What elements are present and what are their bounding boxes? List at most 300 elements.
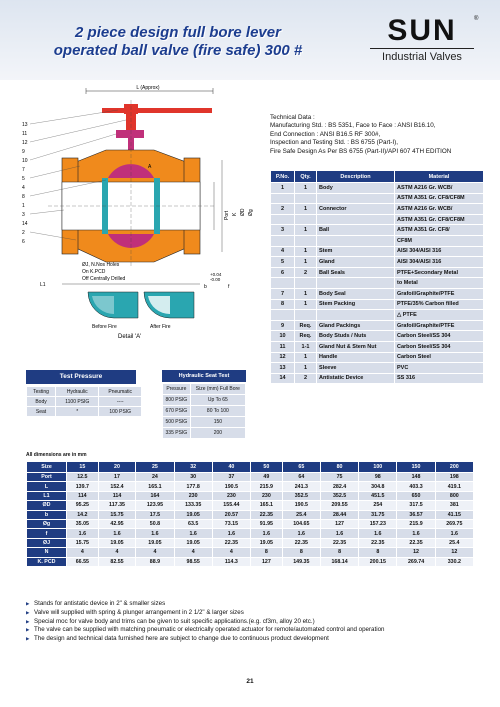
note-item: ▶ The valve can be supplied with matching pneumatic or electrically operated actuator for remote/automated control and operation bbox=[26, 626, 486, 635]
table-cell: 1.6 bbox=[435, 529, 473, 538]
table-cell: 19.05 bbox=[174, 510, 212, 519]
table-cell: 24 bbox=[136, 473, 174, 482]
table-cell: 73.15 bbox=[212, 519, 250, 528]
table-cell: 500 PSIG bbox=[163, 417, 191, 428]
table-cell: Req. bbox=[295, 320, 317, 331]
tolerance-plus: +0.04 bbox=[210, 272, 222, 277]
table-cell: 4 bbox=[271, 246, 295, 257]
table-cell: 22.35 bbox=[282, 538, 320, 547]
table-cell: 123.95 bbox=[136, 501, 174, 510]
table-row bbox=[271, 246, 484, 257]
table-row bbox=[271, 257, 484, 268]
table-row bbox=[27, 548, 474, 557]
table-cell: 64 bbox=[282, 473, 320, 482]
holes-note-line-2: On K.PCD bbox=[82, 269, 106, 275]
table-cell: Carbon Steel/SS 304 bbox=[395, 331, 484, 342]
table-cell: 15.75 bbox=[67, 538, 99, 547]
table-cell: ASTM A351 Gr. CF8/CF8M bbox=[395, 214, 484, 225]
table-cell: 335 PSIG bbox=[163, 428, 191, 439]
dimension-row-label: N bbox=[27, 548, 67, 557]
dimension-row-label: f bbox=[27, 529, 67, 538]
table-cell: 139.7 bbox=[67, 482, 99, 491]
table-row bbox=[271, 183, 484, 194]
table-row bbox=[27, 519, 474, 528]
table-cell: Seat bbox=[27, 407, 56, 417]
table-cell: 80 To 100 bbox=[190, 406, 245, 417]
table-cell bbox=[295, 193, 317, 204]
table-cell: 8 bbox=[271, 299, 295, 310]
callout-number: 11 bbox=[22, 131, 28, 137]
table-cell: 1.6 bbox=[136, 529, 174, 538]
dimension-row-label: ØJ bbox=[27, 538, 67, 547]
table-cell: 91.95 bbox=[251, 519, 283, 528]
table-row bbox=[27, 482, 474, 491]
table-row bbox=[27, 510, 474, 519]
table-cell: Gland Nut & Stem Nut bbox=[317, 341, 395, 352]
table-cell: 1.6 bbox=[251, 529, 283, 538]
table-cell: 12 bbox=[397, 548, 435, 557]
table-cell: 22.35 bbox=[212, 538, 250, 547]
dimension-row-label: Port bbox=[27, 473, 67, 482]
table-cell: 50.8 bbox=[136, 519, 174, 528]
test-pressure-table bbox=[26, 386, 142, 417]
table-row bbox=[27, 557, 474, 566]
table-cell: 15.75 bbox=[98, 510, 136, 519]
table-row bbox=[271, 352, 484, 363]
table-cell: Req. bbox=[295, 331, 317, 342]
table-cell: Body bbox=[27, 397, 56, 407]
table-cell: Handle bbox=[317, 352, 395, 363]
table-cell: 6 bbox=[271, 267, 295, 278]
table-cell: 1100 PSIG bbox=[56, 397, 99, 407]
table-cell: 19.05 bbox=[251, 538, 283, 547]
table-row bbox=[271, 267, 484, 278]
table-cell bbox=[271, 310, 295, 321]
table-cell: 35.05 bbox=[67, 519, 99, 528]
parts-table bbox=[270, 170, 484, 384]
table-cell bbox=[317, 193, 395, 204]
table-cell bbox=[295, 235, 317, 246]
table-row bbox=[27, 529, 474, 538]
table-cell: 2 bbox=[271, 204, 295, 215]
table-cell: 165.1 bbox=[251, 501, 283, 510]
table-row bbox=[27, 473, 474, 482]
table-cell: 4 bbox=[67, 548, 99, 557]
table-cell: 5 bbox=[271, 257, 295, 268]
table-cell: 9 bbox=[271, 320, 295, 331]
table-row bbox=[163, 428, 246, 439]
table-row bbox=[271, 341, 484, 352]
table-cell: 13 bbox=[271, 363, 295, 374]
table-row bbox=[271, 193, 484, 204]
table-cell: Gland bbox=[317, 257, 395, 268]
callout-number: 3 bbox=[22, 212, 25, 218]
table-row bbox=[271, 299, 484, 310]
table-cell: 14.2 bbox=[67, 510, 99, 519]
table-cell: 8 bbox=[282, 548, 320, 557]
table-cell: ASTM A351 Gr. CF8/ bbox=[395, 225, 484, 236]
table-cell: 190.5 bbox=[212, 482, 250, 491]
table-cell: 317.5 bbox=[397, 501, 435, 510]
table-cell: 670 PSIG bbox=[163, 406, 191, 417]
table-cell: 2 bbox=[295, 373, 317, 384]
holes-note-line-1: ØJ, N.Nos Holes bbox=[82, 262, 120, 268]
valve-cross-section-drawing bbox=[18, 80, 266, 350]
table-cell: 230 bbox=[174, 491, 212, 500]
table-cell: 1 bbox=[295, 257, 317, 268]
table-cell: Carbon Steel bbox=[395, 352, 484, 363]
table-row bbox=[27, 407, 142, 417]
table-cell: 95.25 bbox=[67, 501, 99, 510]
table-row bbox=[271, 214, 484, 225]
table-row bbox=[27, 501, 474, 510]
test-pressure-header: Pneumatic bbox=[99, 387, 142, 397]
table-cell: 1.6 bbox=[212, 529, 250, 538]
table-cell: 352.5 bbox=[320, 491, 358, 500]
table-cell: 10 bbox=[271, 331, 295, 342]
table-cell bbox=[317, 214, 395, 225]
note-item: ▶ Special moc for valve body and trims can be given to suit specific applications.(e.g. cf3m, alloy 20 etc.) bbox=[26, 618, 486, 627]
page-title-line-1: 2 piece design full bore lever bbox=[75, 24, 281, 41]
detail-a-label: Detail 'A' bbox=[118, 334, 142, 340]
holes-note-line-3: Off Centrally Drilled bbox=[82, 276, 126, 282]
table-cell bbox=[317, 310, 395, 321]
technical-data-line: End Connection : ANSI B16.5 RF 300#, bbox=[270, 130, 381, 138]
table-cell: 65 bbox=[282, 462, 320, 473]
table-cell: 451.5 bbox=[359, 491, 397, 500]
dimension-row-label: Size bbox=[27, 462, 67, 473]
registered-mark: ® bbox=[474, 16, 479, 22]
table-cell: 800 bbox=[435, 491, 473, 500]
table-cell: Stem bbox=[317, 246, 395, 257]
dimension-row-label: b bbox=[27, 510, 67, 519]
table-cell: 117.35 bbox=[98, 501, 136, 510]
table-cell: Sleeve bbox=[317, 363, 395, 374]
table-cell: 352.5 bbox=[282, 491, 320, 500]
table-cell: 98 bbox=[359, 473, 397, 482]
table-cell: ASTM A216 Gr. WCB/ bbox=[395, 183, 484, 194]
table-cell: 22.35 bbox=[320, 538, 358, 547]
table-cell: 31.75 bbox=[359, 510, 397, 519]
table-cell: 19.05 bbox=[136, 538, 174, 547]
table-cell: 100 PSIG bbox=[99, 407, 142, 417]
dimension-row-label: ØD bbox=[27, 501, 67, 510]
seat-test-header: Pressure bbox=[163, 384, 191, 395]
table-cell: Antistatic Device bbox=[317, 373, 395, 384]
table-row bbox=[271, 373, 484, 384]
table-cell: 12 bbox=[435, 548, 473, 557]
note-item: ▶ The design and technical data furnished here are subject to change due to continuous product development bbox=[26, 635, 486, 644]
table-cell: Gland Packings bbox=[317, 320, 395, 331]
table-cell: 241.3 bbox=[282, 482, 320, 491]
test-pressure-title: Test Pressure bbox=[26, 370, 136, 384]
table-cell: 200 bbox=[190, 428, 245, 439]
table-cell: 1.6 bbox=[397, 529, 435, 538]
table-cell: 12.5 bbox=[67, 473, 99, 482]
table-cell: 157.23 bbox=[359, 519, 397, 528]
od-label: ØD bbox=[240, 208, 246, 216]
test-pressure-header: Testing bbox=[27, 387, 56, 397]
table-cell bbox=[295, 310, 317, 321]
table-cell: to Metal bbox=[395, 278, 484, 289]
table-cell: 269.75 bbox=[435, 519, 473, 528]
tolerance-minus: -0.00 bbox=[210, 277, 221, 282]
technical-data bbox=[270, 114, 498, 156]
table-cell: 11 bbox=[271, 341, 295, 352]
table-row bbox=[27, 397, 142, 407]
table-cell: 209.55 bbox=[320, 501, 358, 510]
table-cell: 3 bbox=[271, 225, 295, 236]
table-cell: * bbox=[56, 407, 99, 417]
table-cell: 1.6 bbox=[174, 529, 212, 538]
table-row bbox=[271, 331, 484, 342]
callout-number: 4 bbox=[22, 185, 25, 191]
after-fire-label: After Fire bbox=[150, 324, 171, 330]
table-cell: 8 bbox=[359, 548, 397, 557]
table-cell: 42.95 bbox=[98, 519, 136, 528]
table-cell: 19.05 bbox=[174, 538, 212, 547]
table-cell: 7 bbox=[271, 288, 295, 299]
logo-brand-text: SUN bbox=[387, 14, 457, 47]
notes-list bbox=[26, 600, 486, 644]
table-cell: 4 bbox=[174, 548, 212, 557]
table-cell: 149.35 bbox=[282, 557, 320, 566]
table-cell: 82.55 bbox=[98, 557, 136, 566]
table-cell: PVC bbox=[395, 363, 484, 374]
table-cell: 282.4 bbox=[320, 482, 358, 491]
table-cell: Carbon Steel/SS 304 bbox=[395, 341, 484, 352]
table-row bbox=[163, 395, 246, 406]
table-cell: 66.55 bbox=[67, 557, 99, 566]
table-row bbox=[163, 417, 246, 428]
table-cell: ASTM A216 Gr. WCB/ bbox=[395, 204, 484, 215]
dimensions-table bbox=[26, 461, 474, 567]
parts-header-material: Material bbox=[395, 171, 484, 183]
table-cell: 80 bbox=[320, 462, 358, 473]
table-cell: △ PTFE bbox=[395, 310, 484, 321]
table-row bbox=[271, 320, 484, 331]
table-row bbox=[271, 204, 484, 215]
dimensions-table-body bbox=[27, 462, 474, 567]
l1-label: L1 bbox=[40, 282, 46, 288]
table-cell: 4 bbox=[98, 548, 136, 557]
table-cell: 114 bbox=[98, 491, 136, 500]
table-row bbox=[271, 278, 484, 289]
table-cell: 25.4 bbox=[282, 510, 320, 519]
table-cell: 17 bbox=[98, 473, 136, 482]
note-item: ▶ Stands for antistatic device in 2" & smaller sizes bbox=[26, 600, 486, 609]
table-cell: AISI 304/AISI 316 bbox=[395, 257, 484, 268]
callout-number: 2 bbox=[22, 230, 25, 236]
table-cell bbox=[317, 278, 395, 289]
table-cell: 800 PSIG bbox=[163, 395, 191, 406]
table-cell: 1 bbox=[295, 225, 317, 236]
table-cell: 88.9 bbox=[136, 557, 174, 566]
table-cell: 200.15 bbox=[359, 557, 397, 566]
table-cell: 100 bbox=[359, 462, 397, 473]
page-number: 21 bbox=[246, 678, 254, 685]
table-cell: 152.4 bbox=[98, 482, 136, 491]
table-cell: 50 bbox=[251, 462, 283, 473]
table-cell: 14 bbox=[271, 373, 295, 384]
table-cell: 230 bbox=[212, 491, 250, 500]
table-cell: 8 bbox=[251, 548, 283, 557]
table-cell: 22.35 bbox=[251, 510, 283, 519]
table-cell: 650 bbox=[397, 491, 435, 500]
table-cell: 40 bbox=[212, 462, 250, 473]
dimensions-note: All dimensions are in mm bbox=[26, 452, 87, 458]
table-cell: 269.74 bbox=[397, 557, 435, 566]
table-cell: ---- bbox=[99, 397, 142, 407]
table-cell: 4 bbox=[136, 548, 174, 557]
table-cell: 381 bbox=[435, 501, 473, 510]
before-fire-label: Before Fire bbox=[92, 324, 117, 330]
dimension-row-label: K. PCD bbox=[27, 557, 67, 566]
table-cell: 1.6 bbox=[320, 529, 358, 538]
header-band bbox=[0, 0, 500, 80]
logo-divider bbox=[370, 48, 474, 49]
table-cell: 32 bbox=[174, 462, 212, 473]
table-cell: Body bbox=[317, 183, 395, 194]
table-cell: 20.57 bbox=[212, 510, 250, 519]
brand-logo bbox=[366, 14, 478, 68]
technical-data-heading: Technical Data : bbox=[270, 114, 315, 121]
table-cell: 419.1 bbox=[435, 482, 473, 491]
table-cell bbox=[295, 214, 317, 225]
table-cell: 215.9 bbox=[251, 482, 283, 491]
parts-table-body bbox=[271, 183, 484, 384]
table-cell: 1-1 bbox=[295, 341, 317, 352]
table-cell: 114.3 bbox=[212, 557, 250, 566]
handle bbox=[102, 108, 212, 113]
table-cell: 200 bbox=[435, 462, 473, 473]
seat-test-header: Size (mm) Full Bore bbox=[190, 384, 245, 395]
table-cell: 4 bbox=[212, 548, 250, 557]
table-cell: 1.6 bbox=[98, 529, 136, 538]
f-label: f bbox=[228, 284, 230, 290]
table-cell: 49 bbox=[251, 473, 283, 482]
length-label: L (Approx) bbox=[136, 85, 160, 91]
table-cell: 28.44 bbox=[320, 510, 358, 519]
callout-number: 5 bbox=[22, 176, 25, 182]
table-cell: Up To 65 bbox=[190, 395, 245, 406]
table-cell: CF8M bbox=[395, 235, 484, 246]
table-cell: 165.1 bbox=[136, 482, 174, 491]
table-cell: 177.8 bbox=[174, 482, 212, 491]
table-cell: 22.35 bbox=[359, 538, 397, 547]
table-cell: 20 bbox=[98, 462, 136, 473]
table-cell: 36.57 bbox=[397, 510, 435, 519]
table-cell: Body Seal bbox=[317, 288, 395, 299]
table-cell: 168.14 bbox=[320, 557, 358, 566]
table-cell: 63.5 bbox=[174, 519, 212, 528]
technical-data-line: Manufacturing Std. : BS 5351, Face to Face : ANSI B16.10, bbox=[270, 122, 436, 130]
table-cell: 127 bbox=[320, 519, 358, 528]
page-title-line-2: operated ball valve (fire safe) 300 # bbox=[53, 42, 303, 59]
table-cell: 1 bbox=[271, 183, 295, 194]
detail-a-marker: A bbox=[148, 164, 152, 170]
table-cell: 114 bbox=[67, 491, 99, 500]
technical-data-line: Inspection and Testing Std. : BS 6755 (Part-I), bbox=[270, 139, 398, 147]
dimension-row-label: L bbox=[27, 482, 67, 491]
table-cell: 8 bbox=[320, 548, 358, 557]
table-row bbox=[271, 235, 484, 246]
table-cell: 1 bbox=[295, 204, 317, 215]
table-row bbox=[271, 225, 484, 236]
table-cell: AISI 304/AISI 316 bbox=[395, 246, 484, 257]
table-cell: 304.8 bbox=[359, 482, 397, 491]
table-cell: ASTM A351 Gr. CF8/CF8M bbox=[395, 193, 484, 204]
table-cell: 1 bbox=[295, 352, 317, 363]
table-cell: 12 bbox=[271, 352, 295, 363]
table-cell: Grafoil/Graphite/PTFE bbox=[395, 320, 484, 331]
table-cell: 150 bbox=[190, 417, 245, 428]
table-cell bbox=[295, 278, 317, 289]
table-row bbox=[27, 538, 474, 547]
table-cell: 148 bbox=[397, 473, 435, 482]
detail-after-fire bbox=[144, 292, 194, 318]
table-cell: 230 bbox=[251, 491, 283, 500]
table-cell: 25 bbox=[136, 462, 174, 473]
table-cell: 164 bbox=[136, 491, 174, 500]
table-row bbox=[27, 462, 474, 473]
table-cell: 1.6 bbox=[359, 529, 397, 538]
k-label: K bbox=[232, 212, 238, 216]
b-label: b bbox=[204, 284, 207, 290]
table-cell: 127 bbox=[251, 557, 283, 566]
callout-number: 14 bbox=[22, 221, 28, 227]
g-label: Øg bbox=[248, 209, 254, 216]
port-label: Port bbox=[224, 210, 230, 220]
table-cell: 37 bbox=[212, 473, 250, 482]
table-cell bbox=[271, 193, 295, 204]
table-cell: 133.35 bbox=[174, 501, 212, 510]
table-cell: 41.15 bbox=[435, 510, 473, 519]
seat-test-title: Hydraulic Seat Test bbox=[162, 370, 246, 382]
technical-data-line: Fire Safe Design As Per BS 6755 (Part-II)/API 607 4TH EDITION bbox=[270, 147, 452, 155]
logo-subtitle: Industrial Valves bbox=[382, 51, 462, 63]
part-callouts bbox=[22, 122, 28, 245]
table-cell: 254 bbox=[359, 501, 397, 510]
table-cell: 190.5 bbox=[282, 501, 320, 510]
table-cell: 17.5 bbox=[136, 510, 174, 519]
gland bbox=[116, 130, 144, 138]
table-cell: 150 bbox=[397, 462, 435, 473]
table-cell: 1 bbox=[295, 363, 317, 374]
table-cell: 198 bbox=[435, 473, 473, 482]
table-cell: 75 bbox=[320, 473, 358, 482]
parts-header-pno: P.No. bbox=[271, 171, 295, 183]
table-cell: 215.9 bbox=[397, 519, 435, 528]
table-cell: 22.35 bbox=[397, 538, 435, 547]
callout-number: 10 bbox=[22, 158, 28, 164]
callout-number: 13 bbox=[22, 122, 28, 128]
table-row bbox=[163, 406, 246, 417]
table-cell: Ball Seals bbox=[317, 267, 395, 278]
detail-before-fire bbox=[88, 292, 138, 318]
table-cell: PTFE/35% Carbon filled bbox=[395, 299, 484, 310]
table-cell: Ball bbox=[317, 225, 395, 236]
callout-number: 9 bbox=[22, 149, 25, 155]
table-cell: 1 bbox=[295, 246, 317, 257]
table-row bbox=[27, 491, 474, 500]
table-cell: 1.6 bbox=[282, 529, 320, 538]
dimension-row-label: L1 bbox=[27, 491, 67, 500]
table-row bbox=[271, 363, 484, 374]
parts-header-qty: Qty. bbox=[295, 171, 317, 183]
table-cell: 403.3 bbox=[397, 482, 435, 491]
table-cell: 1 bbox=[295, 183, 317, 194]
